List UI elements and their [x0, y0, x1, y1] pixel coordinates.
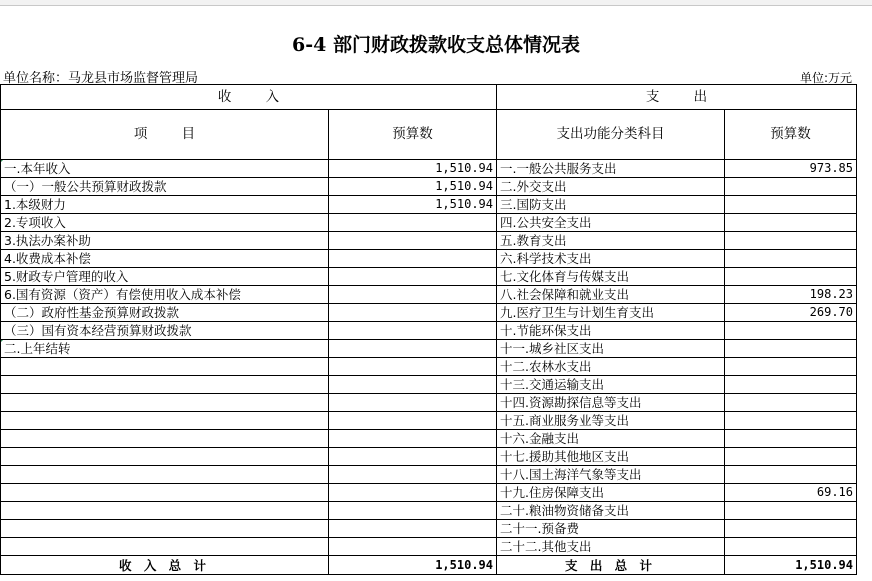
item-column-header: 项 目	[1, 110, 329, 160]
expense-amount-cell: 69.16	[725, 484, 857, 502]
table-row	[1, 268, 857, 286]
expense-amount-cell	[725, 538, 857, 556]
spreadsheet-header-strip	[0, 0, 872, 6]
table-row	[1, 466, 857, 484]
income-amount-cell	[329, 250, 497, 268]
expense-amount-cell	[725, 232, 857, 250]
expense-item-cell: 十五.商业服务业等支出	[497, 412, 725, 430]
expense-item-cell: 五.教育支出	[497, 232, 725, 250]
income-item-cell	[1, 466, 329, 484]
expense-item-cell: 十八.国土海洋气象等支出	[497, 466, 725, 484]
expense-amount-cell	[725, 412, 857, 430]
header-row-section	[1, 85, 857, 110]
unit-name: 单位名称：马龙县市场监督管理局	[3, 71, 199, 86]
expense-item-cell: 二十一.预备费	[497, 520, 725, 538]
expense-amount-cell	[725, 268, 857, 286]
income-amount-cell	[329, 286, 497, 304]
expense-amount-cell	[725, 358, 857, 376]
income-item-cell	[1, 484, 329, 502]
income-amount-cell	[329, 484, 497, 502]
expense-amount-cell	[725, 340, 857, 358]
income-amount-cell	[329, 268, 497, 286]
budget-column-header: 预算数	[329, 110, 497, 160]
budget2-column-header: 预算数	[725, 110, 857, 160]
income-amount-cell: 1,510.94	[329, 160, 497, 178]
income-item-cell: （二）政府性基金预算财政拨款	[1, 304, 329, 322]
table-row	[1, 304, 857, 322]
table-row	[1, 376, 857, 394]
expense-item-cell: 十一.城乡社区支出	[497, 340, 725, 358]
table-row	[1, 160, 857, 178]
expense-amount-cell	[725, 178, 857, 196]
table-row	[1, 538, 857, 556]
income-item-cell: 1.本级财力	[1, 196, 329, 214]
expense-item-cell: 二.外交支出	[497, 178, 725, 196]
income-item-cell	[1, 538, 329, 556]
expense-item-cell: 十.节能环保支出	[497, 322, 725, 340]
income-item-cell: 一.本年收入	[1, 160, 329, 178]
income-item-cell: 3.执法办案补助	[1, 232, 329, 250]
table-row	[1, 358, 857, 376]
expense-amount-cell	[725, 214, 857, 232]
expense-item-cell: 六.科学技术支出	[497, 250, 725, 268]
income-amount-cell	[329, 376, 497, 394]
income-item-cell	[1, 520, 329, 538]
expense-category-column-header: 支出功能分类科目	[497, 110, 725, 160]
income-item-cell	[1, 502, 329, 520]
income-section-header: 收 入	[1, 85, 497, 110]
expense-item-cell: 八.社会保障和就业支出	[497, 286, 725, 304]
expense-amount-cell	[725, 448, 857, 466]
income-amount-cell	[329, 358, 497, 376]
income-item-cell: 4.收费成本补偿	[1, 250, 329, 268]
table-row	[1, 502, 857, 520]
expense-amount-cell	[725, 394, 857, 412]
income-item-cell: 6.国有资源（资产）有偿使用收入成本补偿	[1, 286, 329, 304]
table-row	[1, 520, 857, 538]
table-row	[1, 394, 857, 412]
income-item-cell	[1, 376, 329, 394]
income-item-cell	[1, 412, 329, 430]
income-item-cell	[1, 358, 329, 376]
table-row	[1, 448, 857, 466]
expense-amount-cell	[725, 376, 857, 394]
income-item-cell: （一）一般公共预算财政拨款	[1, 178, 329, 196]
expense-amount-cell: 198.23	[725, 286, 857, 304]
expense-item-cell: 一.一般公共服务支出	[497, 160, 725, 178]
income-item-cell	[1, 448, 329, 466]
income-amount-cell	[329, 538, 497, 556]
expense-amount-cell	[725, 322, 857, 340]
income-amount-cell	[329, 394, 497, 412]
table-row	[1, 250, 857, 268]
expense-amount-cell	[725, 430, 857, 448]
expense-item-cell: 二十二.其他支出	[497, 538, 725, 556]
expense-amount-cell	[725, 196, 857, 214]
expense-amount-cell	[725, 466, 857, 484]
expense-amount-cell: 973.85	[725, 160, 857, 178]
income-total-amount: 1,510.94	[329, 556, 497, 575]
expense-item-cell: 十三.交通运输支出	[497, 376, 725, 394]
table-row	[1, 412, 857, 430]
expense-item-cell: 十六.金融支出	[497, 430, 725, 448]
table-row	[1, 430, 857, 448]
budget-table	[0, 84, 857, 575]
expense-item-cell: 三.国防支出	[497, 196, 725, 214]
expense-item-cell: 十二.农林水支出	[497, 358, 725, 376]
income-amount-cell	[329, 502, 497, 520]
expense-item-cell: 四.公共安全支出	[497, 214, 725, 232]
table-row	[1, 196, 857, 214]
income-amount-cell	[329, 412, 497, 430]
expense-item-cell: 九.医疗卫生与计划生育支出	[497, 304, 725, 322]
expense-total-amount: 1,510.94	[725, 556, 857, 575]
table-row	[1, 286, 857, 304]
header-row-columns	[1, 110, 857, 160]
table-row	[1, 484, 857, 502]
expense-item-cell: 二十.粮油物资储备支出	[497, 502, 725, 520]
income-amount-cell	[329, 232, 497, 250]
expense-amount-cell	[725, 502, 857, 520]
income-amount-cell	[329, 214, 497, 232]
income-item-cell: 5.财政专户管理的收入	[1, 268, 329, 286]
table-row	[1, 232, 857, 250]
expense-item-cell: 十九.住房保障支出	[497, 484, 725, 502]
income-item-cell: 2.专项收入	[1, 214, 329, 232]
totals-row	[1, 556, 857, 575]
expense-amount-cell	[725, 520, 857, 538]
income-item-cell	[1, 430, 329, 448]
expense-item-cell: 十四.资源勘探信息等支出	[497, 394, 725, 412]
table-row	[1, 340, 857, 358]
income-amount-cell	[329, 340, 497, 358]
income-total-label: 收 入 总 计	[1, 556, 329, 575]
income-amount-cell	[329, 466, 497, 484]
income-item-cell: 二.上年结转	[1, 340, 329, 358]
table-row	[1, 214, 857, 232]
income-amount-cell: 1,510.94	[329, 196, 497, 214]
income-amount-cell: 1,510.94	[329, 178, 497, 196]
expense-section-header: 支 出	[497, 85, 857, 110]
expense-amount-cell: 269.70	[725, 304, 857, 322]
income-amount-cell	[329, 430, 497, 448]
unit-measure: 单位:万元	[799, 71, 852, 85]
expense-total-label: 支 出 总 计	[497, 556, 725, 575]
table-row	[1, 178, 857, 196]
report-title: 6-4 部门财政拨款收支总体情况表	[292, 34, 580, 56]
income-item-cell: （三）国有资本经营预算财政拨款	[1, 322, 329, 340]
income-amount-cell	[329, 304, 497, 322]
expense-amount-cell	[725, 250, 857, 268]
expense-item-cell: 十七.援助其他地区支出	[497, 448, 725, 466]
expense-item-cell: 七.文化体育与传媒支出	[497, 268, 725, 286]
income-amount-cell	[329, 322, 497, 340]
income-amount-cell	[329, 448, 497, 466]
table-row	[1, 322, 857, 340]
income-item-cell	[1, 394, 329, 412]
income-amount-cell	[329, 520, 497, 538]
